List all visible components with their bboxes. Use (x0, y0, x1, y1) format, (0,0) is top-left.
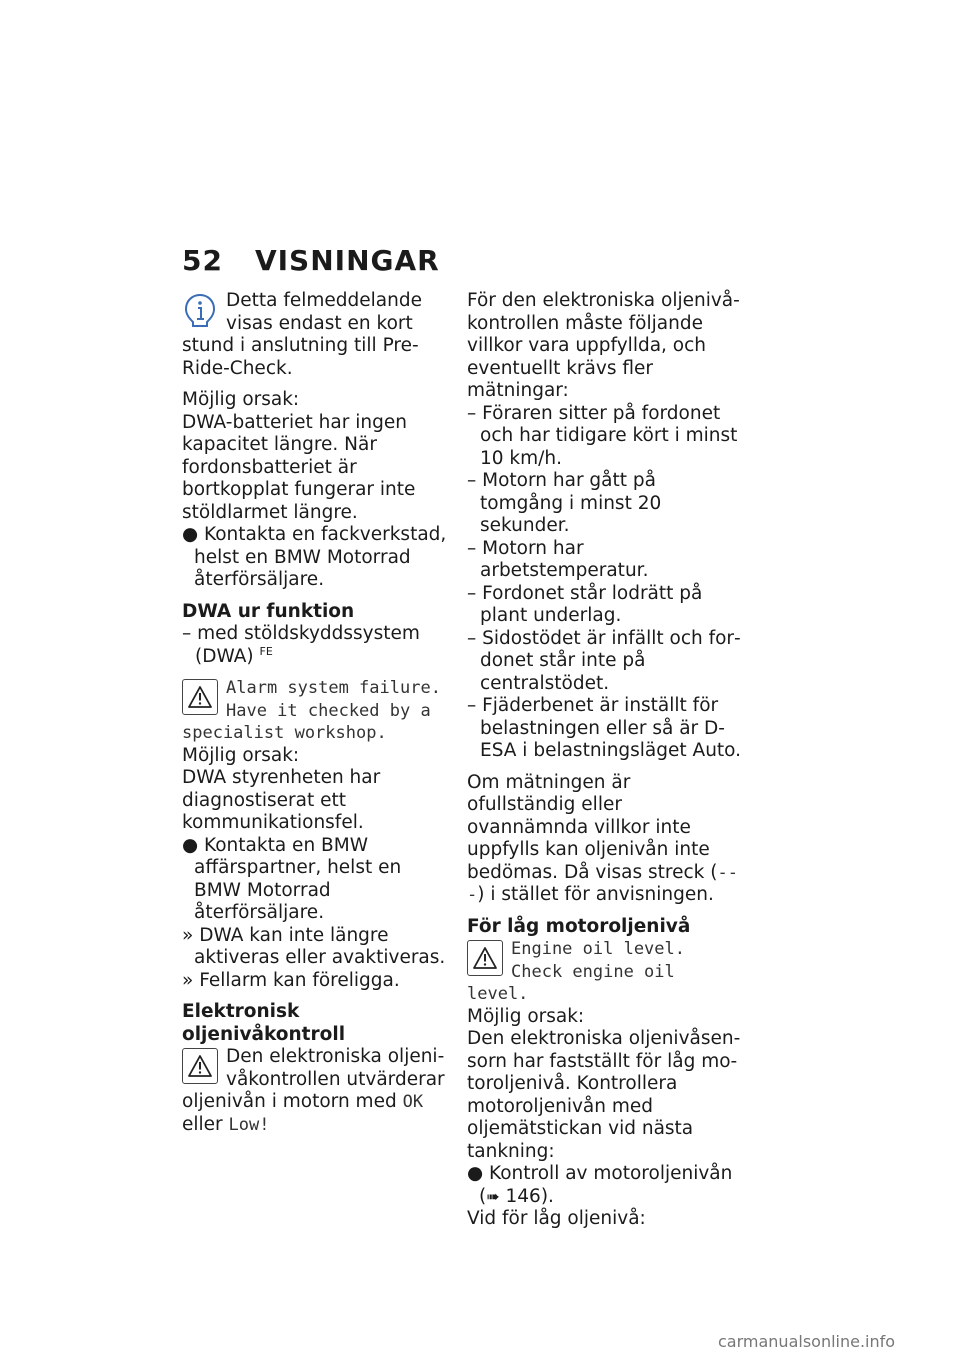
section-heading-oil: Elektronisk oljenivåkontroll (182, 1001, 346, 1045)
result-text: DWA kan inte längre aktiveras eller avaktiveras. (194, 924, 446, 968)
info-note (182, 290, 450, 380)
oil-low: Low! (228, 1114, 270, 1135)
action-ref-text: 146). (505, 1185, 554, 1207)
requirement-item: – Fordonet står lodrätt på plant underlag. (467, 582, 703, 626)
page-number: 52 (182, 244, 223, 277)
result-item: » Fellarm kan föreligga. (182, 969, 400, 991)
oil-text-a: Den elektroniska oljenivåkontrollen utvärderar oljenivån i motorn med (182, 1046, 445, 1112)
cause-text: Den elektroniska oljenivåsensorn har fastställt för låg motoroljenivå. Kontrollera motoroljenivån med oljemätstickan vid nästa tankning: (467, 1028, 741, 1162)
page-title: VISNINGAR (254, 244, 440, 277)
warning-oil (182, 1046, 450, 1136)
warning-triangle-icon (467, 940, 503, 976)
action-text: Kontroll av motoroljenivån (489, 1163, 733, 1184)
requirement-text: Sidostödet är infällt och fordonet står inte på centralstödet. (480, 627, 741, 694)
dwa-sup: FE (259, 644, 273, 658)
requirement-text: Föraren sitter på fordonet och har tidigare kört i minst 10 km/h. (480, 402, 738, 469)
action-text: Kontakta en BMW affärspartner, helst en BMW Motorrad återförsäljare. (194, 834, 402, 923)
requirements-list (467, 403, 742, 763)
watermark: carmanualsonline.info (718, 1332, 896, 1351)
incomplete-text-b: ) i stället för anvisningen. (477, 884, 714, 905)
incomplete-dashes: --- (467, 862, 738, 905)
intro-text: Detta felmeddelande visas endast en kort stund i anslutning till Pre-Ride-Check. (182, 290, 422, 379)
info-icon (182, 292, 218, 328)
warning-triangle-icon (182, 1048, 218, 1084)
warning-triangle-icon (182, 679, 218, 715)
cause-label: Möjlig orsak: (182, 744, 300, 766)
result-text: Fellarm kan föreligga. (199, 969, 400, 991)
footer-text: Vid för låg oljenivå: (467, 1208, 646, 1229)
warning-alarm (182, 677, 450, 745)
dwa-condition-text: med stöldskyddssystem (DWA) (195, 623, 420, 667)
incomplete-text (467, 772, 742, 907)
page-header (182, 244, 440, 277)
section-heading-dwa: DWA ur funktion (182, 600, 355, 622)
action-ref[interactable]: (➠ 146). (479, 1185, 554, 1207)
requirements-intro: För den elektroniska oljenivåkontrollen måste följande villkor vara uppfyllda, och eventuellt krävs fler mätningar: (467, 290, 740, 401)
requirement-item: – Motorn har gått på tomgång i minst 20 sekunder. (467, 470, 662, 536)
page-reference-arrow-icon: ➠ (486, 1186, 500, 1206)
action-item: ● Kontakta en fackverkstad, helst en BMW Motorrad återförsäljare. (182, 524, 447, 590)
cause-label: Möjlig orsak: (467, 1005, 585, 1027)
warning-low-oil (467, 938, 742, 1006)
requirement-text: Motorn har arbetstemperatur. (480, 537, 649, 581)
incomplete-text-a: Om mätningen är ofullständig eller ovannämnda villkor inte uppfylls kan oljenivån inte bedömas. Då visas streck ( (467, 771, 718, 883)
low-oil-message: Engine oil level. Check engine oil level. (467, 939, 685, 1004)
dwa-condition: – med stöldskyddssystem (DWA) $^{FE}$ (182, 623, 420, 667)
requirement-item: – Fjäderbenet är inställt för belastningen eller så är D-ESA i belastningsläget Auto. (467, 695, 742, 761)
right-column (467, 290, 742, 1231)
cause-text: DWA styrenheten har diagnostiserat ett kommunikationsfel. (182, 767, 381, 833)
requirement-text: Fordonet står lodrätt på plant underlag. (480, 582, 703, 626)
requirement-text: Motorn har gått på tomgång i minst 20 sekunder. (480, 470, 662, 536)
result-item: » DWA kan inte längre aktiveras eller avaktiveras. (182, 924, 446, 968)
requirement-text: Fjäderbenet är inställt för belastningen eller så är D-ESA i belastningsläget Auto. (480, 695, 742, 761)
oil-ok: OK (402, 1092, 424, 1112)
oil-text (182, 1046, 450, 1136)
action-text: Kontakta en fackverkstad, helst en BMW Motorrad återförsäljare. (194, 524, 447, 590)
oil-text-b: eller (182, 1113, 229, 1135)
cause-label: Möjlig orsak: (182, 389, 300, 410)
left-column (182, 290, 450, 1136)
section-heading-low-oil: För låg motoroljenivå (467, 915, 691, 937)
requirement-item: – Motorn har arbetstemperatur. (467, 537, 649, 581)
action-item: ● Kontroll av motoroljenivån (467, 1163, 733, 1184)
requirement-item: – Sidostödet är infällt och fordonet står inte på centralstödet. (467, 627, 741, 694)
requirement-item: – Föraren sitter på fordonet och har tidigare kört i minst 10 km/h. (467, 402, 738, 469)
cause-text: DWA-batteriet har ingen kapacitet längre. När fordonsbatteriet är bortkopplat fungerar inte stöldlarmet längre. (182, 411, 416, 523)
alarm-message: Alarm system failure. Have it checked by a specialist workshop. (182, 678, 441, 743)
action-item: ● Kontakta en BMW affärspartner, helst en BMW Motorrad återförsäljare. (182, 834, 402, 923)
